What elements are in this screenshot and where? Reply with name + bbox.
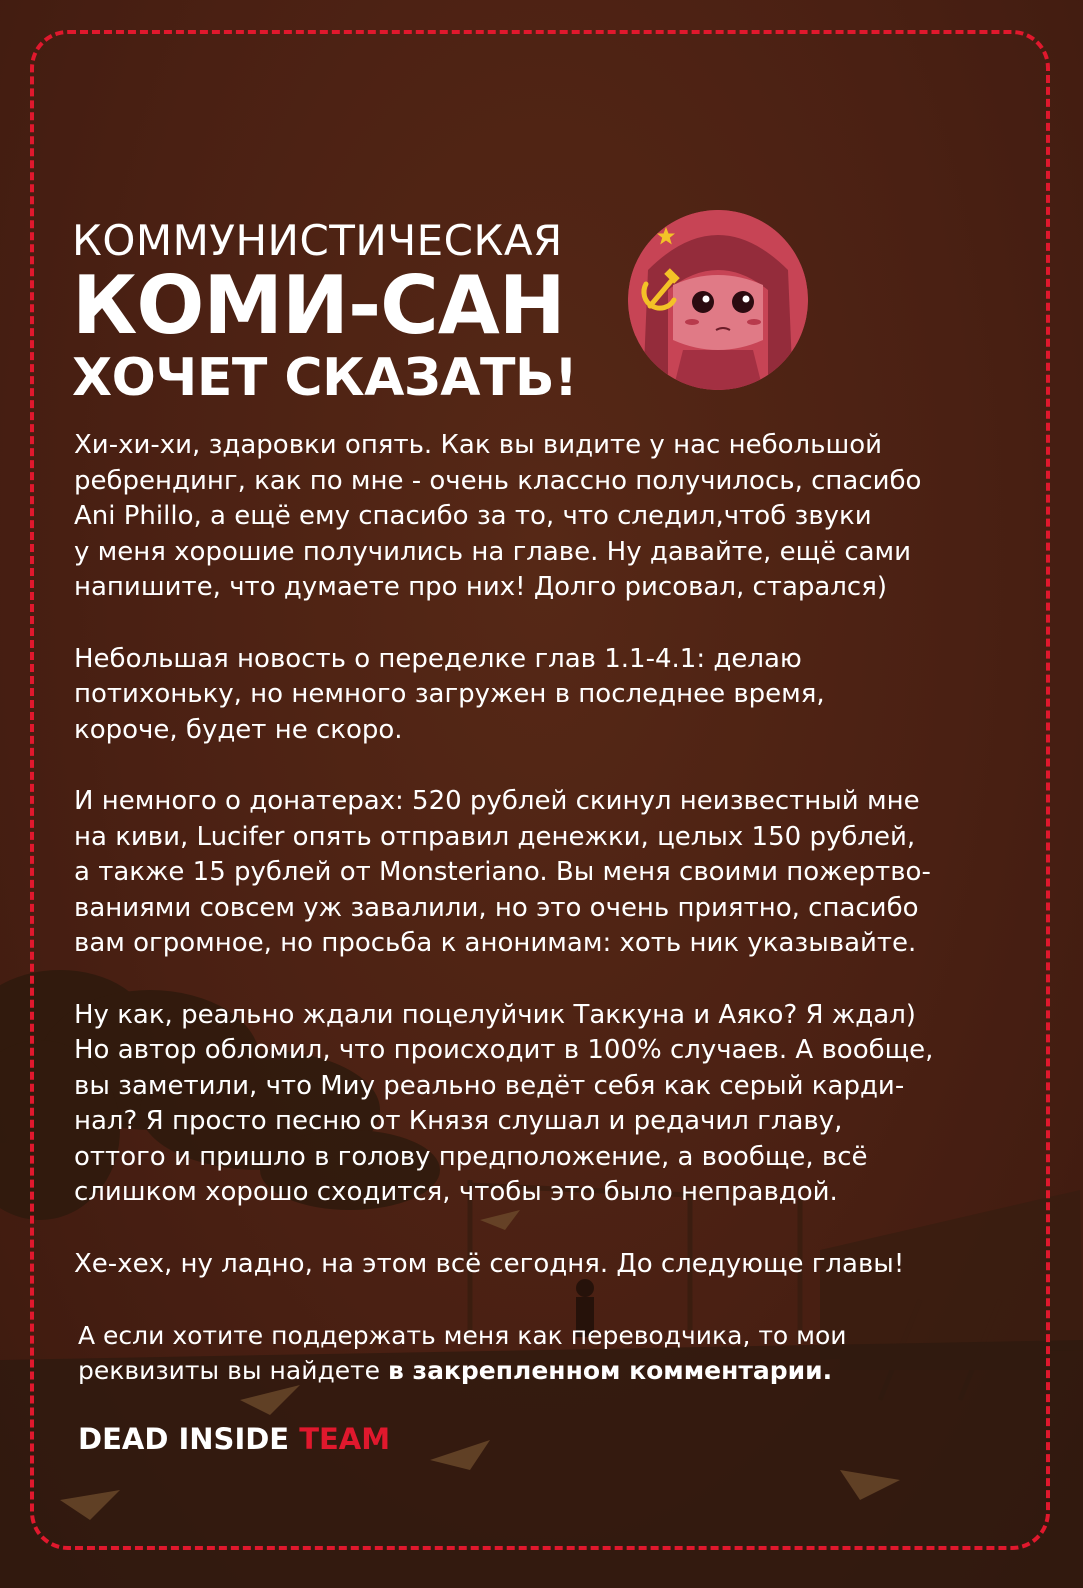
- team-accent: TEAM: [299, 1422, 391, 1456]
- paragraph: Небольшая новость о переделке глав 1.1-4.1: делаю потихоньку, но немного загружен в последнее время, короче, будет не скоро.: [74, 643, 825, 745]
- support-link-text: в закрепленном комментарии.: [388, 1356, 833, 1385]
- paragraph: Ну как, реально ждали поцелуйчик Таккуна и Аяко? Я ждал) Но автор обломил, что происходит в 100% случаев. А вообще, вы заметили, что Миу реально ведёт себя как серый карди- нал? Я просто песню от Князя слушал и редачил главу, оттого и пришло в голову предположение, а вообще, всё слишком хорошо сходится, чтобы это было неправдой.: [74, 999, 934, 1207]
- avatar: [628, 210, 808, 390]
- paragraph: Хи-хи-хи, здаровки опять. Как вы видите у нас небольшой ребрендинг, как по мне - очень классно получилось, спасибо Ani Phillo, а ещё ему спасибо за то, что следил,чтоб звуки у меня хорошие получились на главе. Ну давайте, ещё сами напишите, что думаете про них! Долго рисовал, старался): [74, 430, 922, 602]
- title-line-3: ХОЧЕТ СКАЗАТЬ!: [72, 348, 578, 408]
- team-name: DEAD INSIDE: [78, 1422, 300, 1456]
- support-text: А если хотите поддержать меня как переводчика, то мои реквизиты вы найдете: [78, 1321, 847, 1385]
- team-signature: [78, 1422, 390, 1456]
- page-title: [72, 216, 632, 410]
- title-line-1: КОММУНИСТИЧЕСКАЯ: [72, 216, 563, 265]
- hammer-sickle-icon: [632, 262, 688, 318]
- paragraph: И немного о донатерах: 520 рублей скинул неизвестный мне на киви, Lucifer опять отправил денежки, целых 150 рублей, а также 15 рублей от Monsteriano. Вы меня своими пожертво- ваниями совсем уж завалили, но это очень приятно, спасибо вам огромное, но просьба к анонимам: хоть ник указывайте.: [74, 786, 931, 958]
- message-body: [74, 428, 1014, 1318]
- paragraph: Хе-хех, ну ладно, на этом всё сегодня. До следующе главы!: [74, 1248, 905, 1279]
- support-note: [78, 1318, 978, 1388]
- title-line-2: КОМИ-САН: [72, 259, 565, 352]
- star-icon: [656, 226, 676, 246]
